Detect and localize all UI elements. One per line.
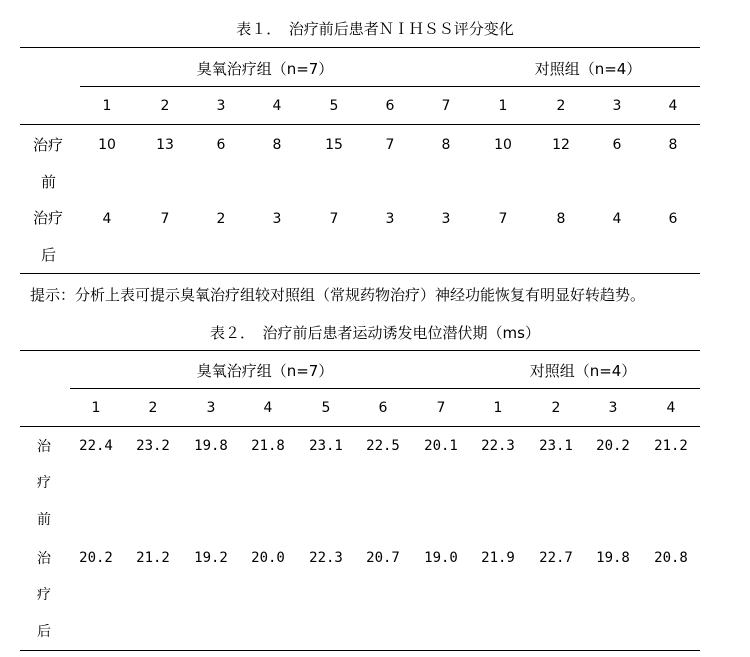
table2-cell: 22.3 bbox=[309, 550, 343, 566]
table1-cell: 7 bbox=[385, 137, 395, 153]
table1-column-header: 6 bbox=[385, 98, 395, 114]
table1-title: 表１． 治疗前后患者ＮＩＨＳＳ评分变化 bbox=[236, 20, 514, 38]
table1-cell: 3 bbox=[441, 211, 451, 227]
table2-cell: 22.4 bbox=[79, 438, 113, 454]
table1-group-control: 对照组（n=4） bbox=[534, 60, 642, 78]
table1-cell: 7 bbox=[329, 211, 339, 227]
table2-cell: 20.8 bbox=[654, 550, 688, 566]
table1-row-after-label-1: 治疗 bbox=[33, 209, 64, 227]
table1-cell: 3 bbox=[385, 211, 395, 227]
table2-cell: 22.3 bbox=[481, 438, 515, 454]
table2-cell: 23.1 bbox=[539, 438, 573, 454]
table1-group-ozone: 臭氧治疗组（n=7） bbox=[196, 60, 334, 78]
table2-row-label-char: 疗 bbox=[37, 475, 51, 491]
table2-cell: 20.1 bbox=[424, 438, 458, 454]
table1-header-rule bbox=[20, 124, 700, 125]
table1-column-header: 3 bbox=[612, 98, 622, 114]
table2-row-label-char: 治 bbox=[37, 551, 51, 567]
table1-row-before-label-1: 治疗 bbox=[33, 136, 64, 154]
table2-top-rule bbox=[20, 350, 700, 351]
table2-bottom-rule bbox=[20, 650, 700, 651]
table1-row-before-label-2: 前 bbox=[41, 173, 57, 191]
table2-column-header: 5 bbox=[321, 400, 331, 416]
table2-cell: 19.8 bbox=[596, 550, 630, 566]
table2-cell: 21.8 bbox=[251, 438, 285, 454]
table1-cell: 10 bbox=[494, 137, 512, 153]
table2-column-header: 6 bbox=[378, 400, 388, 416]
table1-column-header: 3 bbox=[216, 98, 226, 114]
table1-cell: 4 bbox=[102, 211, 112, 227]
table1-cell: 8 bbox=[272, 137, 282, 153]
table2-cell: 21.2 bbox=[654, 438, 688, 454]
table1-column-header: 1 bbox=[102, 98, 112, 114]
table1-cell: 15 bbox=[325, 137, 343, 153]
table2-header-rule bbox=[20, 426, 700, 427]
table2-cell: 19.2 bbox=[194, 550, 228, 566]
table2-column-header: 3 bbox=[608, 400, 618, 416]
table2-cell: 20.2 bbox=[596, 438, 630, 454]
table2-cell: 23.2 bbox=[136, 438, 170, 454]
table2-group-rule bbox=[70, 388, 700, 389]
table1-cell: 13 bbox=[156, 137, 174, 153]
table2-cell: 19.0 bbox=[424, 550, 458, 566]
table2-cell: 22.5 bbox=[366, 438, 400, 454]
table1-column-header: 2 bbox=[160, 98, 170, 114]
table1-cell: 8 bbox=[441, 137, 451, 153]
table2-cell: 20.2 bbox=[79, 550, 113, 566]
table2-cell: 19.8 bbox=[194, 438, 228, 454]
table2-column-header: 4 bbox=[263, 400, 273, 416]
table2-column-header: 2 bbox=[148, 400, 158, 416]
table2-cell: 20.7 bbox=[366, 550, 400, 566]
table2-column-header: 2 bbox=[551, 400, 561, 416]
table1-cell: 2 bbox=[216, 211, 226, 227]
table2-row-label-char: 疗 bbox=[37, 587, 51, 603]
table2-row-label-char: 后 bbox=[37, 624, 51, 640]
table1-cell: 12 bbox=[552, 137, 570, 153]
table2-cell: 21.2 bbox=[136, 550, 170, 566]
table1-cell: 7 bbox=[498, 211, 508, 227]
table2-column-header: 4 bbox=[666, 400, 676, 416]
table2-column-header: 1 bbox=[493, 400, 503, 416]
table2-group-ozone: 臭氧治疗组（n=7） bbox=[196, 362, 334, 380]
table2-row-label-char: 前 bbox=[37, 512, 51, 528]
table1-note: 提示：分析上表可提示臭氧治疗组较对照组（常规药物治疗）神经功能恢复有明显好转趋势。 bbox=[30, 286, 646, 304]
table1-cell: 8 bbox=[556, 211, 566, 227]
table1-cell: 6 bbox=[612, 137, 622, 153]
table2-title: 表２． 治疗前后患者运动诱发电位潜伏期（ms） bbox=[210, 324, 540, 342]
table1-cell: 7 bbox=[160, 211, 170, 227]
table1-cell: 10 bbox=[98, 137, 116, 153]
table2-cell: 20.0 bbox=[251, 550, 285, 566]
table1-column-header: 4 bbox=[668, 98, 678, 114]
table1-cell: 4 bbox=[612, 211, 622, 227]
table1-cell: 6 bbox=[668, 211, 678, 227]
table1-column-header: 1 bbox=[498, 98, 508, 114]
table2-column-header: 7 bbox=[436, 400, 446, 416]
table1-column-header: 4 bbox=[272, 98, 282, 114]
table1-column-header: 2 bbox=[556, 98, 566, 114]
table1-top-rule bbox=[20, 47, 700, 48]
table1-bottom-rule bbox=[20, 273, 700, 274]
table1-row-after-label-2: 后 bbox=[41, 246, 57, 264]
table1-cell: 3 bbox=[272, 211, 282, 227]
table2-group-control: 对照组（n=4） bbox=[529, 362, 637, 380]
table1-column-header: 5 bbox=[329, 98, 339, 114]
table1-column-header: 7 bbox=[441, 98, 451, 114]
table1-cell: 6 bbox=[216, 137, 226, 153]
table2-column-header: 1 bbox=[91, 400, 101, 416]
table1-group-rule bbox=[80, 86, 700, 87]
table2-cell: 22.7 bbox=[539, 550, 573, 566]
table2-cell: 21.9 bbox=[481, 550, 515, 566]
table2-column-header: 3 bbox=[206, 400, 216, 416]
table2-cell: 23.1 bbox=[309, 438, 343, 454]
table1-cell: 8 bbox=[668, 137, 678, 153]
table2-row-label-char: 治 bbox=[37, 439, 51, 455]
